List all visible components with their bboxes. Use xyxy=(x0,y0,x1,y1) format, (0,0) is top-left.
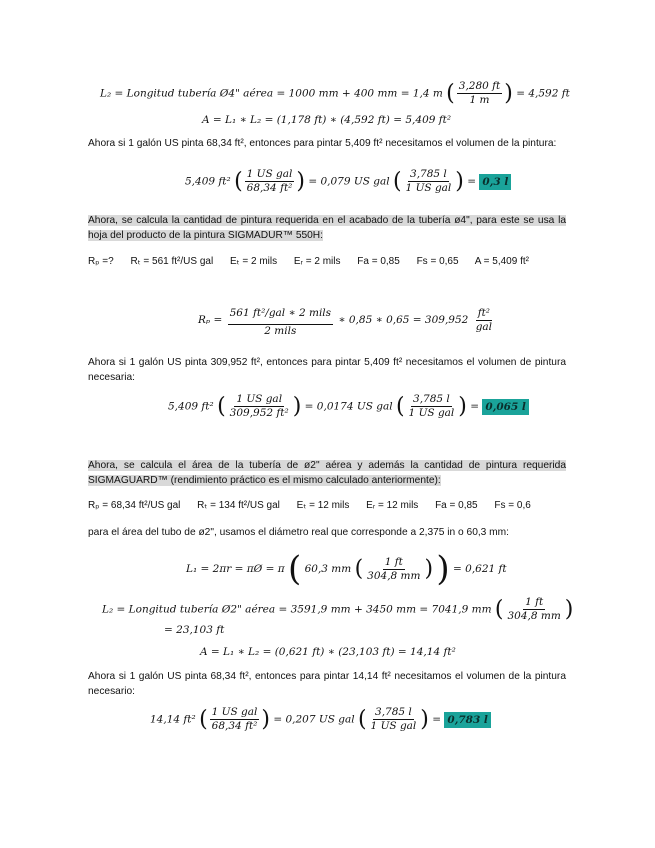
equation-volume-3: 14,14 ft² ( $\frac{\text{1 US gal}}{\text{68,34 ft²}}$ ) = 0,207 US gal ( $\frac{3,785 l}{\text{1 US gal}}$ ) = 0,783 l xyxy=(150,706,491,733)
equation-l2-2in-result: = 23,103 ft xyxy=(164,624,225,636)
fraction: $\frac{3,280 ft}{1 m}$ xyxy=(458,80,501,106)
paragraph-volume-intro-3: Ahora si 1 galón US pinta 68,34 ft², entonces para pintar 14,14 ft² necesitamos el volumen de la pintura necesario: xyxy=(88,671,566,697)
parameter-list-1: Rₚ =? Rₜ = 561 ft²/US gal Eₜ = 2 mils Eᵣ = 2 mils Fa = 0,85 Fs = 0,65 A = 5,409 ft² xyxy=(88,256,529,267)
paragraph-volume-intro-1: Ahora si 1 galón US pinta 68,34 ft², entonces para pintar 5,409 ft² necesitamos el volumen de la pintura: xyxy=(88,138,557,149)
equation-l2-4in: L₂ = Longitud tubería Ø4" aérea = 1000 mm + 400 mm = 1,4 m ( $\frac{3,280 ft}{1 m}$ ) = 4,592 ft xyxy=(100,80,570,106)
paragraph-volume-intro-2: Ahora si 1 galón US pinta 309,952 ft², entonces para pintar 5,409 ft² necesitamos el volumen de pintura necesaria: xyxy=(88,357,566,383)
paragraph-sigmadur-intro: Ahora, se calcula la cantidad de pintura requerida en el acabado de la tubería ø4", para este se usa la hoja del producto de la pintura SIGMADUR™ 550H: xyxy=(88,215,566,241)
paragraph-sigmaguard-intro: Ahora, se calcula el área de la tubería de ø2" aérea y además la cantidad de pintura requerida SIGMAGUARD™ (rendimiento práctico es el mismo calculado anteriormente): xyxy=(88,460,566,486)
equation-volume-2: 5,409 ft² ( $\frac{\text{1 US gal}}{\text{309,952 ft²}}$ ) = 0,0174 US gal ( $\frac{3,785 l}{\text{1 US gal}}$ ) = 0,065 l xyxy=(168,393,529,420)
equation-text: L₂ = Longitud tubería Ø4" aérea = 1000 mm + 400 mm = 1,4 m xyxy=(100,87,443,100)
paragraph-diameter-note: para el área del tubo de ø2", usamos el diámetro real que corresponde a 2,375 in o 60,3 mm: xyxy=(88,527,509,538)
equation-l1: L₁ = 2πr = πØ = π ( 60,3 mm ( $\frac{1 ft}{304,8 mm}$ ) ) = 0,621 ft xyxy=(186,549,507,589)
equation-volume-1: 5,409 ft² ( $\frac{\text{1 US gal}}{\text{68,34 ft²}}$ ) = 0,079 US gal ( $\frac{3,785 l}{\text{1 US gal}}$ ) = 0,3 l xyxy=(185,168,511,195)
equation-practical-yield: Rₚ = $\frac{\text{561 ft²/gal ∗ 2 mils}}{\text{2 mils}}$ ∗ 0,85 ∗ 0,65 = 309,952 $\frac{\text{ft²}}{\text{gal}}$ xyxy=(198,302,496,338)
equation-l2-2in: L₂ = Longitud tubería Ø2" aérea = 3591,9 mm + 3450 mm = 7041,9 mm ( $\frac{1 ft}{304,8 mm}$ ) xyxy=(102,596,574,622)
parameter-list-2: Rₚ = 68,34 ft²/US gal Rₜ = 134 ft²/US gal Eₜ = 12 mils Eᵣ = 12 mils Fa = 0,85 Fs = 0,6 xyxy=(88,500,531,511)
result-box: 0,065 l xyxy=(482,399,529,415)
equation-result: = 4,592 ft xyxy=(516,87,570,100)
result-box: 0,783 l xyxy=(444,712,491,728)
equation-area-2: A = L₁ ∗ L₂ = (0,621 ft) ∗ (23,103 ft) = 14,14 ft² xyxy=(200,646,456,658)
result-box: 0,3 l xyxy=(479,174,511,190)
equation-area-1: A = L₁ ∗ L₂ = (1,178 ft) ∗ (4,592 ft) = 5,409 ft² xyxy=(202,114,452,126)
